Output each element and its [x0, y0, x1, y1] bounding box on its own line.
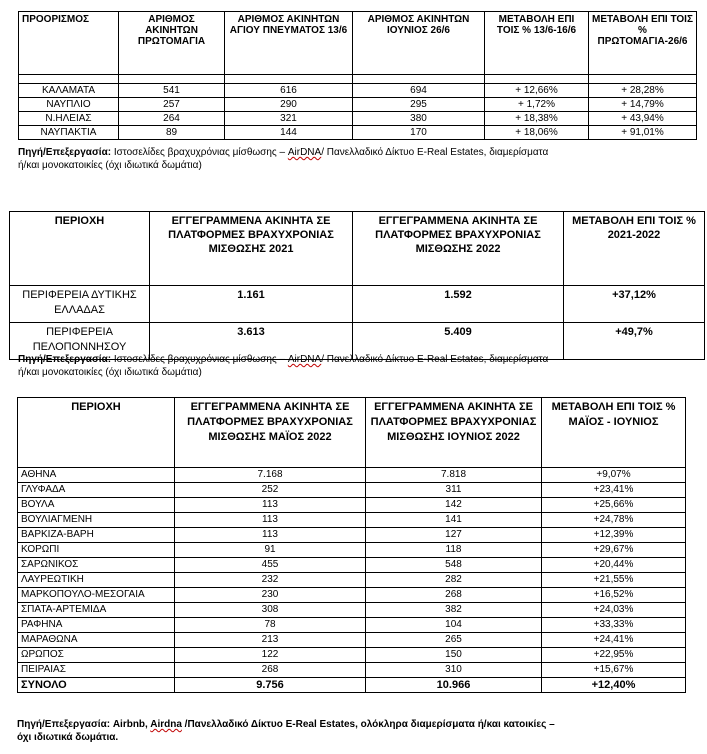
cell-value: 230: [175, 588, 366, 603]
cell-area: ΓΛΥΦΑΔΑ: [18, 483, 175, 498]
cell-value: 118: [366, 543, 542, 558]
cell-change: +24,41%: [542, 633, 686, 648]
source-text: Ιστοσελίδες βραχυχρόνιας μίσθωσης –: [111, 354, 288, 365]
source-label: Πηγή/Επεξεργασία:: [18, 147, 112, 158]
table-row: [18, 543, 686, 558]
cell-destination: Ν.ΗΛΕΙΑΣ: [19, 112, 119, 126]
cell-value: 548: [366, 558, 542, 573]
cell-value: 295: [353, 98, 485, 112]
table-row: [10, 286, 705, 323]
source-note: [18, 146, 698, 172]
cell-area: ΣΑΡΩΝΙΚΟΣ: [18, 558, 175, 573]
table-row: [18, 483, 686, 498]
column-header: ΕΓΓΕΓΡΑΜΜΕΝΑ ΑΚΙΝΗΤΑ ΣΕ ΠΛΑΤΦΟΡΜΕΣ ΒΡΑΧΥΧΡΟΝΙΑΣ ΜΙΣΘΩΣΗΣ 2022: [353, 212, 564, 286]
cell-value: 268: [366, 588, 542, 603]
column-header: ΠΕΡΙΟΧΗ: [10, 212, 150, 286]
cell-value: 213: [175, 633, 366, 648]
source-note: [18, 353, 698, 379]
cell-change: + 14,79%: [589, 98, 697, 112]
attica-areas-table: [17, 397, 686, 693]
cell-value: 310: [366, 663, 542, 678]
cell-change: +9,07%: [542, 468, 686, 483]
cell-value: 232: [175, 573, 366, 588]
column-header: ΑΡΙΘΜΟΣ ΑΚΙΝΗΤΩΝ ΑΓΙΟΥ ΠΝΕΥΜΑΤΟΣ 13/6: [225, 12, 353, 75]
cell-area: ΒΟΥΛΙΑΓΜΕΝΗ: [18, 513, 175, 528]
cell-value: 141: [366, 513, 542, 528]
table-header-row: [19, 12, 697, 75]
cell-change: +23,41%: [542, 483, 686, 498]
cell-value: 257: [119, 98, 225, 112]
cell-value: 170: [353, 126, 485, 140]
cell-change: + 1,72%: [485, 98, 589, 112]
source-brand: AirDNA: [287, 147, 322, 158]
spacer-row: [19, 75, 697, 84]
table-row: [18, 603, 686, 618]
source-line-2: ή/και μονοκατοικίες (όχι ιδιωτικά δωμάτια): [18, 160, 202, 171]
cell-value: 7.168: [175, 468, 366, 483]
table-row: [19, 98, 697, 112]
table-row: [18, 468, 686, 483]
empty-cell: [485, 75, 589, 84]
table-header-row: [18, 398, 686, 468]
cell-value: 616: [225, 84, 353, 98]
table-row: [18, 513, 686, 528]
cell-destination: ΚΑΛΑΜΑΤΑ: [19, 84, 119, 98]
cell-value: 264: [119, 112, 225, 126]
cell-area: ΑΘΗΝΑ: [18, 468, 175, 483]
destinations-table: [18, 11, 697, 140]
cell-value: 382: [366, 603, 542, 618]
cell-area: ΠΕΙΡΑΙΑΣ: [18, 663, 175, 678]
cell-value: 89: [119, 126, 225, 140]
cell-area: ΜΑΡΑΘΩΝΑ: [18, 633, 175, 648]
source-text: Ιστοσελίδες βραχυχρόνιας μίσθωσης –: [111, 147, 288, 158]
cell-change: +24,03%: [542, 603, 686, 618]
cell-change: +22,95%: [542, 648, 686, 663]
cell-value: 694: [353, 84, 485, 98]
cell-area: ΣΥΝΟΛΟ: [18, 678, 175, 693]
cell-value: 380: [353, 112, 485, 126]
cell-change: + 12,66%: [485, 84, 589, 98]
cell-value: 113: [175, 528, 366, 543]
cell-change: +15,67%: [542, 663, 686, 678]
cell-area: ΜΑΡΚΟΠΟΥΛΟ-ΜΕΣΟΓΑΙΑ: [18, 588, 175, 603]
cell-value: 78: [175, 618, 366, 633]
cell-change: + 91,01%: [589, 126, 697, 140]
table-row: [19, 112, 697, 126]
cell-value: 1.592: [353, 286, 564, 323]
table-row: [19, 126, 697, 140]
column-header: ΑΡΙΘΜΟΣ ΑΚΙΝΗΤΩΝ ΠΡΩΤΟΜΑΓΙΑ: [119, 12, 225, 75]
column-header: ΜΕΤΑΒΟΛΗ ΕΠΙ ΤΟΙΣ % ΜΑΪΟΣ - ΙΟΥΝΙΟΣ: [542, 398, 686, 468]
cell-value: 290: [225, 98, 353, 112]
cell-change: +12,40%: [542, 678, 686, 693]
table-row: [18, 528, 686, 543]
cell-area: ΚΟΡΩΠΙ: [18, 543, 175, 558]
cell-area: ΛΑΥΡΕΩΤΙΚΗ: [18, 573, 175, 588]
source-line-1: [18, 146, 698, 159]
cell-value: 282: [366, 573, 542, 588]
source-line-1: [18, 353, 698, 366]
cell-value: 122: [175, 648, 366, 663]
table-row: [18, 618, 686, 633]
cell-change: +29,67%: [542, 543, 686, 558]
cell-value: 3.613: [150, 323, 353, 360]
column-header: ΕΓΓΕΓΡΑΜΜΕΝΑ ΑΚΙΝΗΤΑ ΣΕ ΠΛΑΤΦΟΡΜΕΣ ΒΡΑΧΥΧΡΟΝΙΑΣ ΜΙΣΘΩΣΗΣ ΜΑΪΟΣ 2022: [175, 398, 366, 468]
cell-area: ΒΑΡΚΙΖΑ-ΒΑΡΗ: [18, 528, 175, 543]
cell-value: 1.161: [150, 286, 353, 323]
cell-value: 541: [119, 84, 225, 98]
table-row: [18, 633, 686, 648]
cell-value: 150: [366, 648, 542, 663]
empty-cell: [225, 75, 353, 84]
cell-change: + 28,28%: [589, 84, 697, 98]
cell-change: + 43,94%: [589, 112, 697, 126]
cell-change: +25,66%: [542, 498, 686, 513]
column-header: ΠΡΟΟΡΙΣΜΟΣ: [19, 12, 119, 75]
cell-value: 252: [175, 483, 366, 498]
cell-value: 127: [366, 528, 542, 543]
cell-change: +37,12%: [564, 286, 705, 323]
cell-change: + 18,38%: [485, 112, 589, 126]
cell-value: 265: [366, 633, 542, 648]
cell-change: +16,52%: [542, 588, 686, 603]
cell-region: ΠΕΡΙΦΕΡΕΙΑ ΔΥΤΙΚΗΣ ΕΛΛΑΔΑΣ: [10, 286, 150, 323]
source-brand: AirDNA: [287, 354, 322, 365]
empty-cell: [119, 75, 225, 84]
cell-value: 113: [175, 498, 366, 513]
source-line-1: [17, 718, 697, 731]
cell-change: +24,78%: [542, 513, 686, 528]
cell-area: ΡΑΦΗΝΑ: [18, 618, 175, 633]
table-row: [18, 588, 686, 603]
cell-value: 104: [366, 618, 542, 633]
cell-value: 5.409: [353, 323, 564, 360]
empty-cell: [19, 75, 119, 84]
cell-value: 311: [366, 483, 542, 498]
table-row: [18, 498, 686, 513]
column-header: ΑΡΙΘΜΟΣ ΑΚΙΝΗΤΩΝ ΙΟΥΝΙΟΣ 26/6: [353, 12, 485, 75]
table-row: [18, 573, 686, 588]
cell-value: 113: [175, 513, 366, 528]
source-label: Πηγή/Επεξεργασία:: [18, 354, 112, 365]
cell-region: ΠΕΡΙΦΕΡΕΙΑ ΠΕΛΟΠΟΝΝΗΣΟΥ: [10, 323, 150, 360]
table-row: [18, 648, 686, 663]
cell-value: 308: [175, 603, 366, 618]
cell-change: +49,7%: [564, 323, 705, 360]
table-body: [18, 468, 686, 693]
source-label: Πηγή/Επεξεργασία:: [17, 719, 111, 730]
column-header: ΕΓΓΕΓΡΑΜΜΕΝΑ ΑΚΙΝΗΤΑ ΣΕ ΠΛΑΤΦΟΡΜΕΣ ΒΡΑΧΥΧΡΟΝΙΑΣ ΜΙΣΘΩΣΗΣ 2021: [150, 212, 353, 286]
source-line-2: όχι ιδιωτικά δωμάτια.: [17, 732, 119, 743]
source-brand: Airdna: [150, 719, 182, 730]
empty-cell: [589, 75, 697, 84]
cell-area: ΩΡΩΠΟΣ: [18, 648, 175, 663]
cell-change: +33,33%: [542, 618, 686, 633]
cell-destination: ΝΑΥΠΑΚΤΙΑ: [19, 126, 119, 140]
column-header: ΜΕΤΑΒΟΛΗ ΕΠΙ ΤΟΙΣ % ΠΡΩΤΟΜΑΓΙΑ-26/6: [589, 12, 697, 75]
cell-area: ΣΠΑΤΑ-ΑΡΤΕΜΙΔΑ: [18, 603, 175, 618]
regions-table: [9, 211, 705, 360]
source-text: Airbnb,: [110, 719, 151, 730]
cell-change: +21,55%: [542, 573, 686, 588]
cell-value: 10.966: [366, 678, 542, 693]
empty-cell: [353, 75, 485, 84]
column-header: ΜΕΤΑΒΟΛΗ ΕΠΙ ΤΟΙΣ % 13/6-16/6: [485, 12, 589, 75]
cell-value: 268: [175, 663, 366, 678]
cell-change: +20,44%: [542, 558, 686, 573]
cell-value: 7.818: [366, 468, 542, 483]
cell-area: ΒΟΥΛΑ: [18, 498, 175, 513]
cell-destination: ΝΑΥΠΛΙΟ: [19, 98, 119, 112]
source-text: / Πανελλαδικό Δίκτυο E-Real Estates, διαμερίσματα: [321, 147, 549, 158]
source-line-2: ή/και μονοκατοικίες (όχι ιδιωτικά δωμάτια): [18, 367, 202, 378]
total-row: [18, 678, 686, 693]
column-header: ΕΓΓΕΓΡΑΜΜΕΝΑ ΑΚΙΝΗΤΑ ΣΕ ΠΛΑΤΦΟΡΜΕΣ ΒΡΑΧΥΧΡΟΝΙΑΣ ΜΙΣΘΩΣΗΣ ΙΟΥΝΙΟΣ 2022: [366, 398, 542, 468]
cell-change: +12,39%: [542, 528, 686, 543]
cell-value: 144: [225, 126, 353, 140]
column-header: ΜΕΤΑΒΟΛΗ ΕΠΙ ΤΟΙΣ % 2021-2022: [564, 212, 705, 286]
cell-change: + 18,06%: [485, 126, 589, 140]
source-text: / Πανελλαδικό Δίκτυο E-Real Estates, διαμερίσματα: [321, 354, 549, 365]
cell-value: 455: [175, 558, 366, 573]
cell-value: 91: [175, 543, 366, 558]
table-row: [18, 663, 686, 678]
table-header-row: [10, 212, 705, 286]
cell-value: 321: [225, 112, 353, 126]
column-header: ΠΕΡΙΟΧΗ: [18, 398, 175, 468]
table-row: [19, 84, 697, 98]
table-row: [18, 558, 686, 573]
source-note: [17, 718, 697, 744]
cell-value: 9.756: [175, 678, 366, 693]
source-text: /Πανελλαδικό Δίκτυο E-Real Estates, ολόκληρα διαμερίσματα ή/και κατοικίες –: [181, 719, 555, 730]
cell-value: 142: [366, 498, 542, 513]
